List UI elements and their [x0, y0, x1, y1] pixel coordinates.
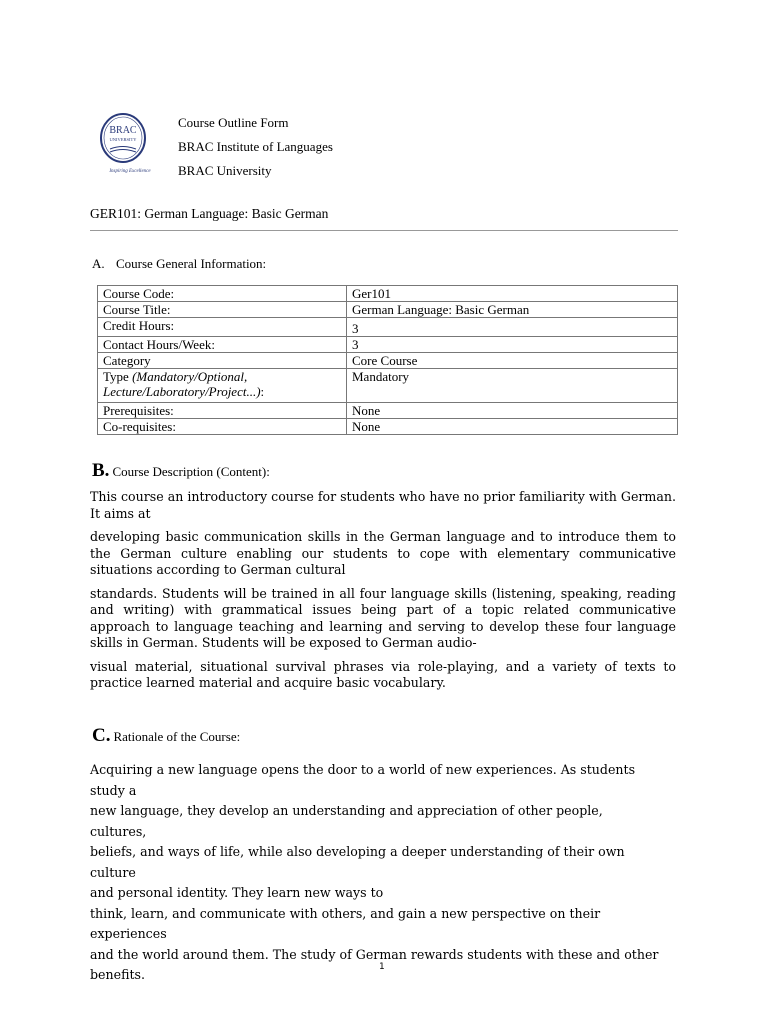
rationale-line: benefits. — [90, 967, 146, 982]
svg-text:BRAC: BRAC — [109, 125, 137, 136]
table-key: Course Code: — [98, 286, 347, 302]
svg-text:Inspiring Excellence: Inspiring Excellence — [109, 169, 151, 174]
table-value: None — [347, 403, 678, 419]
header-line-form: Course Outline Form — [178, 115, 289, 130]
course-heading: GER101: German Language: Basic German — [90, 206, 329, 221]
course-rationale — [90, 760, 660, 986]
table-key: Contact Hours/Week: — [98, 337, 347, 353]
description-paragraph: standards. Students will be trained in all four language skills (listening, speaking, reading and writing) with grammatical issues being part of a topic related communicative approach to language teaching and learning and serving to develop these four language skills in German. Students will be exposed to German audio- — [90, 585, 676, 650]
table-row — [98, 353, 678, 369]
section-c-heading — [92, 725, 240, 747]
table-key: Credit Hours: — [98, 318, 347, 337]
header-block — [178, 111, 333, 183]
section-c-title: Rationale of the Course: — [113, 729, 241, 744]
type-key-suffix: : — [260, 384, 265, 399]
svg-text:UNIVERSITY: UNIVERSITY — [109, 137, 137, 142]
table-row — [98, 419, 678, 435]
table-value: Core Course — [347, 353, 678, 369]
table-value: Ger101 — [347, 286, 678, 302]
table-key: Prerequisites: — [98, 403, 347, 419]
section-b-heading — [92, 460, 270, 482]
section-a-title: Course General Information: — [116, 256, 267, 271]
rationale-line: and the world around them. The study of German rewards students with these and other — [90, 946, 659, 962]
table-value: Mandatory — [347, 369, 678, 403]
table-value: 3 — [347, 337, 678, 353]
description-paragraph: This course an introductory course for students who have no prior familiarity with German. It aims at — [90, 489, 676, 521]
table-key: Co-requisites: — [98, 419, 347, 435]
rationale-line: new language, they develop an understanding and appreciation of other people, cultures, — [90, 803, 603, 839]
type-key-label: Type — [103, 369, 129, 384]
course-info-table — [97, 285, 678, 435]
table-key: Category — [98, 353, 347, 369]
section-b-title: Course Description (Content): — [112, 464, 270, 479]
section-a-label: A. — [92, 256, 105, 271]
table-row — [98, 302, 678, 318]
header-line-university: BRAC University — [178, 163, 272, 178]
rationale-line: Acquiring a new language opens the door to a world of new experiences. As students study a — [90, 762, 636, 798]
rationale-line: beliefs, and ways of life, while also developing a deeper understanding of their own culture — [90, 844, 625, 880]
rationale-line: and personal identity. They learn new ways to — [90, 885, 384, 900]
type-key-options: (Mandatory/Optional, Lecture/Laboratory/Project...) — [103, 369, 261, 399]
section-b-label: B. — [92, 460, 110, 481]
section-a-heading — [92, 256, 266, 272]
table-row — [98, 369, 678, 403]
header-line-institute: BRAC Institute of Languages — [178, 139, 333, 154]
table-row — [98, 286, 678, 302]
table-value: None — [347, 419, 678, 435]
brac-university-logo — [92, 111, 168, 175]
description-paragraph: developing basic communication skills in the German language and to introduce them to the German culture enabling our students to cope with elementary communicative situations according to German cultural — [90, 529, 676, 577]
table-row — [98, 403, 678, 419]
table-row — [98, 318, 678, 337]
table-value: 3 — [347, 318, 678, 337]
table-key — [98, 369, 347, 403]
table-key: Course Title: — [98, 302, 347, 318]
table-value: German Language: Basic German — [347, 302, 678, 318]
page-number: 1 — [379, 962, 385, 972]
course-description — [90, 489, 676, 699]
table-row — [98, 337, 678, 353]
description-paragraph: visual material, situational survival phrases via role-playing, and a variety of texts to practice learned material and acquire basic vocabulary. — [90, 658, 676, 690]
section-c-label: C. — [92, 725, 111, 746]
rationale-line: think, learn, and communicate with others, and gain a new perspective on their experiences — [90, 905, 601, 941]
horizontal-rule — [90, 230, 678, 231]
